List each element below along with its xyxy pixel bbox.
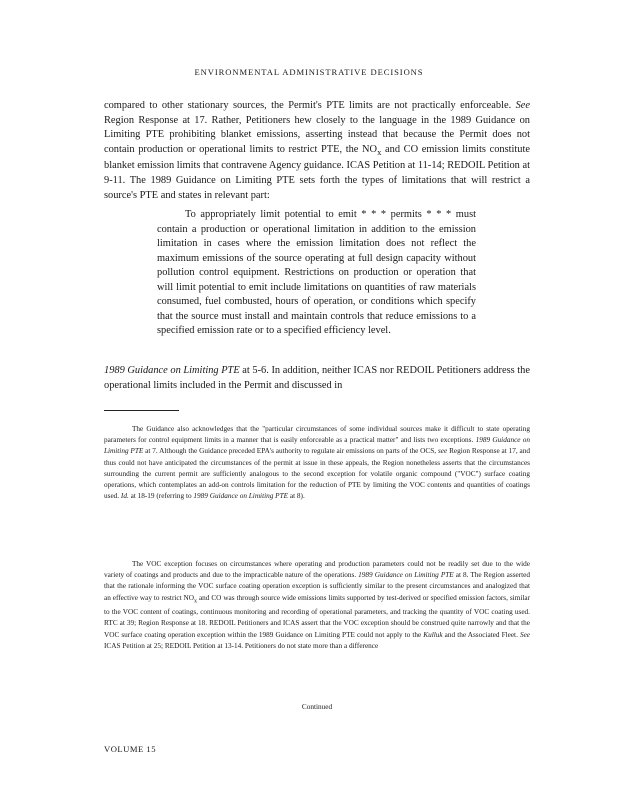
fn1-italic-2: 1989 Guidance on Limiting PTE (193, 492, 289, 501)
fn1-text-d: at 18-19 (referring to (128, 492, 194, 501)
body-paragraph-1 (104, 99, 530, 203)
footnote-1 (104, 424, 530, 502)
fn2-see: See (519, 630, 531, 639)
fn1-text-a: The Guidance also acknowledges that the "particular circumstances of some individual sources make it difficult to state operating parameters for control equipment limits in a manner that is easily enforceable as a practical matter" and lists two exceptions. (104, 425, 530, 445)
block-quote (157, 208, 476, 339)
fn2-text-a: The VOC exception focuses on circumstances where operating and production parameters could not be readily set due to the wide variety of coatings and products and due to the impracticable nature of the operations. (104, 560, 530, 580)
body-paragraph-2 (104, 364, 530, 393)
para1-see: See (515, 100, 530, 111)
fn2-italic-1: 1989 Guidance on Limiting PTE (358, 571, 454, 580)
fn1-text-e: at 8). (288, 492, 305, 501)
fn2-subscript: x (194, 598, 198, 605)
continued-label: Continued (301, 703, 333, 711)
fn2-text-e: ICAS Petition at 25; REDOIL Petition at 13-14. Petitioners do not state more than a difference (104, 641, 379, 650)
fn2-italic-2: Kulluk (423, 630, 443, 639)
fn1-italic-1: 1989 Guidance on Limiting PTE (104, 436, 531, 456)
citation-italic: 1989 Guidance on Limiting PTE (104, 365, 240, 376)
para1-text-c: and CO emission limits constitute blanket emission limits that contravene Agency guidance. ICAS Petition at 11-14; REDOIL Petition at 9-11. The 1989 Guidance on Limiting PTE sets forth the types of limitations that will restrict a source's PTE and states in relevant part: (104, 143, 531, 201)
volume-footer: VOLUME 15 (104, 744, 157, 754)
para1-subscript: x (377, 146, 382, 157)
footnote-2 (104, 559, 530, 652)
quote-text: To appropriately limit potential to emit * * * permits * * * must contain a production or operational limitation in addition to the emission limitation in cases where the emission limitation does not reflect the maximum emissions of the source operating at full design capacity without pollution control equipment. Restrictions on production or operation that will limit potential to emit include limitations on quantities of raw materials consumed, fuel combusted, hours of operation, or conditions which specify that the source must install and maintain controls that reduce emissions to a specified emission rate or to a specified efficiency level. (157, 209, 476, 337)
fn2-text-c: and CO was through source wide emissions limits supported by test-derived or specified emission factors, similar to the VOC content of coatings, continuous monitoring and recording of operational parameters, and tracking the quantity of VOC coating used. RTC at 39; Region Response at 18. REDOIL Petitioners and ICAS assert that the VOC exception should be construed quite narrowly and that the VOC surface coating operation exception within the 1989 Guidance on Limiting PTE could not apply to the (104, 593, 530, 639)
fn1-id: Id. (120, 492, 129, 501)
fn1-text-c: Region Response at 17, and thus could not have anticipated the circumstances of the permit at issue in these appeals, the Region nonetheless asserts that the circumstances surrounding the current permit are sufficiently analogous to the second exception for volatile organic compound ("VOC") surface coating operations, which contemplates an add-on controls limitation for the reduction of PTE by limiting the VOC contents and quantities of coatings used. (104, 447, 531, 501)
para1-text-a: compared to other stationary sources, the Permit's PTE limits are not practically enforceable. (104, 100, 516, 111)
footnote-separator (104, 410, 179, 411)
para2-text: at 5-6. In addition, neither ICAS nor REDOIL Petitioners address the operational limits included in the Permit and discussed in (104, 365, 530, 391)
para1-text-b: Region Response at 17. Rather, Petitioners hew closely to the language in the 1989 Guidance on Limiting PTE prohibiting blanket emissions, asserting instead that because the Permit does not contain production or operational limits to restrict PTE, the NO (104, 114, 530, 155)
fn2-text-d: and the Associated Fleet. (442, 630, 520, 639)
fn1-see: see (437, 447, 448, 456)
fn1-text-b: at 7. Although the Guidance preceded EPA's authority to regulate air emissions on parts of the OCS, (143, 447, 438, 456)
fn2-text-b: at 8. The Region asserted that the rationale informing the VOC surface coating operation exception is sufficiently similar to the present circumstances and analogized that an effective way to restrict NO (104, 571, 530, 602)
running-head: ENVIRONMENTAL ADMINISTRATIVE DECISIONS (194, 67, 424, 77)
